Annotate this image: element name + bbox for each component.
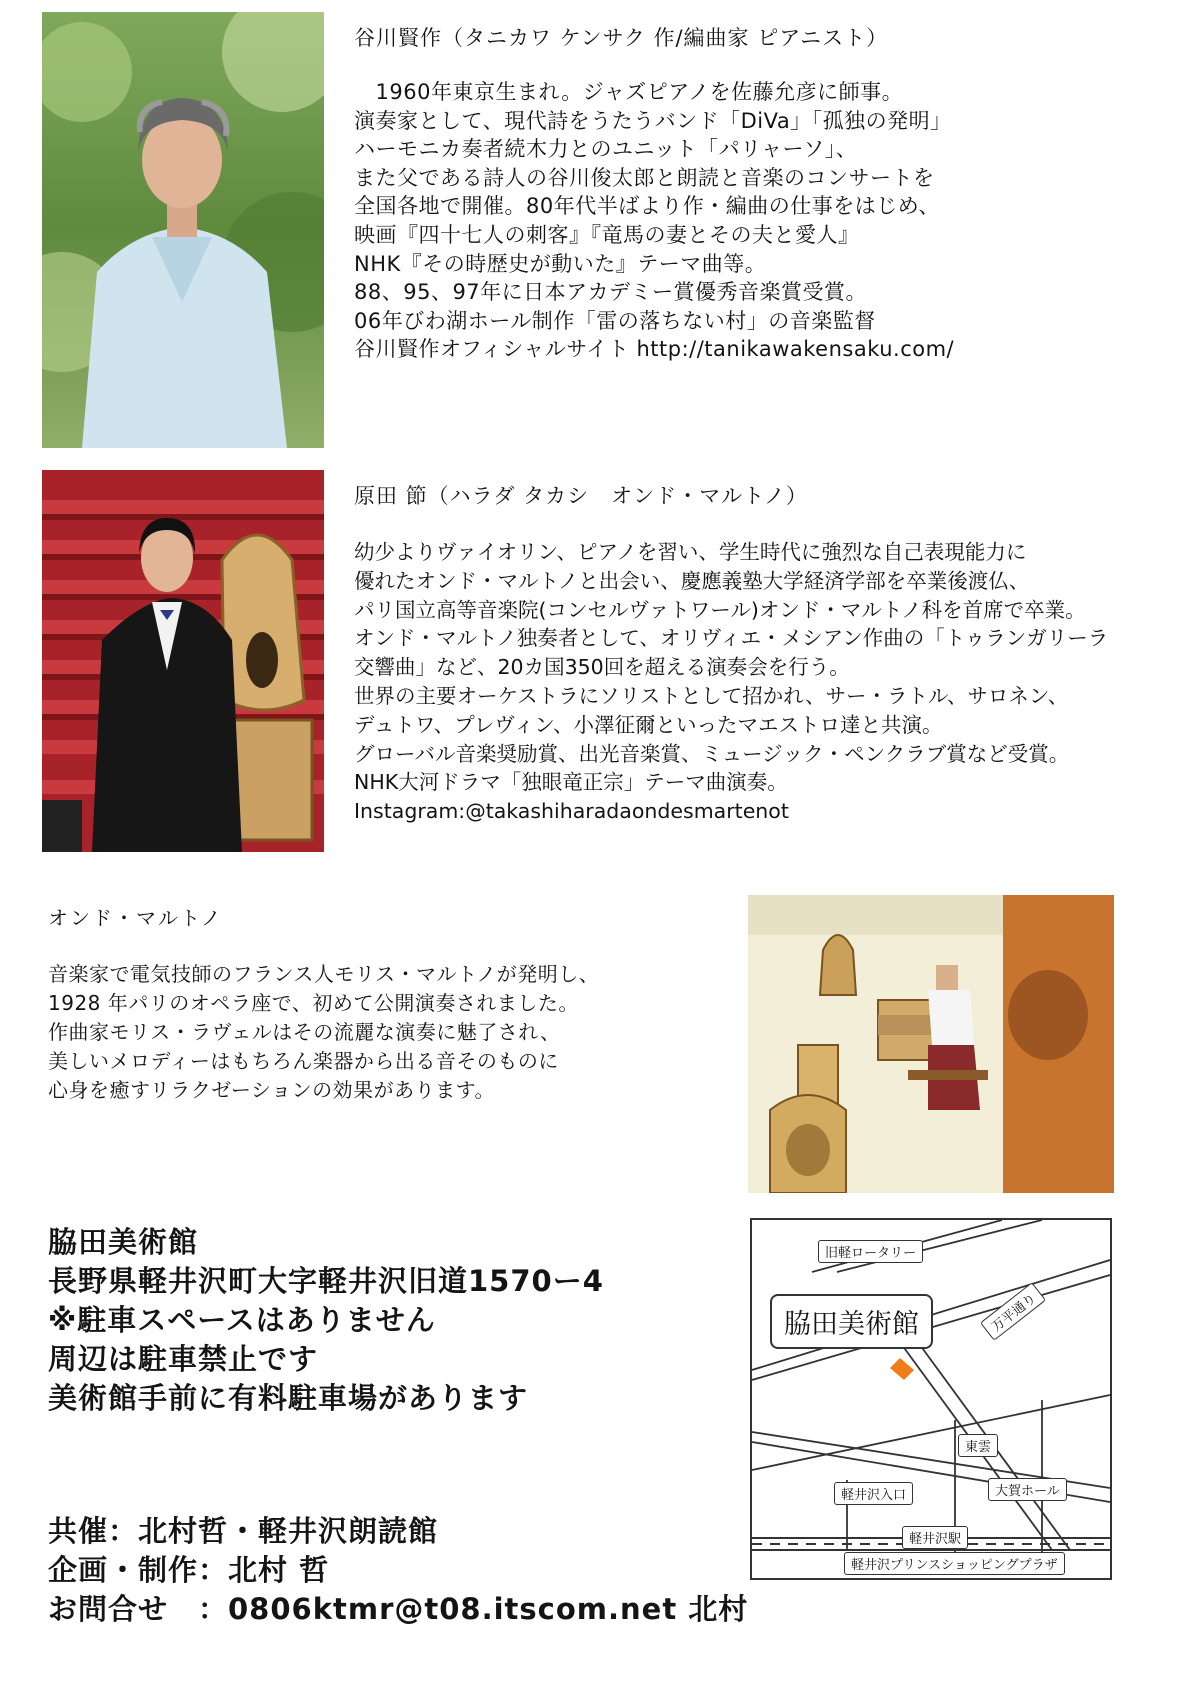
- parking-note: 美術館手前に有料駐車場があります: [48, 1381, 529, 1415]
- venue-info: [48, 1223, 604, 1418]
- contact-value[interactable]: ：0806ktmr@t08.itscom.net 北村: [198, 1592, 749, 1626]
- ondes-photo: [748, 895, 1114, 1193]
- performer-bio-line: グローバル音楽奨励賞、出光音楽賞、ミュージック・ペンクラブ賞など受賞。: [354, 741, 1070, 766]
- composer-photo: [42, 12, 324, 448]
- production-line: 企画・制作：北村 哲: [48, 1553, 330, 1587]
- performer-bio-line: デュトワ、プレヴィン、小澤征爾といったマエストロ達と共演。: [354, 712, 943, 737]
- composer-bio-line: 全国各地で開催。80年代半ばより作・編曲の仕事をはじめ、: [354, 194, 940, 219]
- map-roads: [752, 1220, 1110, 1578]
- parking-note: ※駐車スペースはありません: [48, 1303, 436, 1337]
- composer-bio-line: 演奏家として、現代詩をうたうバンド「DiVa」「孤独の発明」: [354, 108, 952, 133]
- venue-address: 長野県軽井沢町大字軽井沢旧道1570ー4: [48, 1264, 604, 1298]
- ondes-line: 心身を癒すリラクゼーションの効果があります。: [48, 1078, 495, 1102]
- museum-marker: [890, 1358, 914, 1380]
- performer-bio: [354, 538, 1108, 826]
- performer-bio-line: 交響曲」など、20カ国350回を超える演奏会を行う。: [354, 655, 850, 680]
- performer-bio-line: 優れたオンド・マルトノと出会い、慶應義塾大学経済学部を卒業後渡仏、: [354, 568, 1030, 593]
- performer-title: 原田 節（ハラダ タカシ オンド・マルトノ）: [354, 484, 808, 508]
- map-label-manpei: 万平通り: [980, 1282, 1046, 1341]
- composer-title: 谷川賢作（タニカワ ケンサク 作/編曲家 ピアニスト）: [354, 26, 889, 50]
- ondes-line: 作曲家モリス・ラヴェルはその流麗な演奏に魅了され、: [48, 1020, 561, 1044]
- composer-bio-line: 映画『四十七人の刺客』『竜馬の妻とその夫と愛人』: [354, 222, 860, 247]
- performer-bio-line: 世界の主要オーケストラにソリストとして招かれ、サー・ラトル、サロネン、: [354, 683, 1069, 708]
- composer-bio-line: NHK『その時歴史が動いた』テーマ曲等。: [354, 251, 767, 276]
- composer-website: 谷川賢作オフィシャルサイト http://tanikawakensaku.com/: [354, 337, 955, 362]
- map-label-museum: 脇田美術館: [770, 1294, 933, 1349]
- performer-bio-line: NHK大河ドラマ「独眼竜正宗」テーマ曲演奏。: [354, 770, 788, 795]
- map-label-karuizawa-entrance: 軽井沢入口: [834, 1482, 913, 1505]
- ondes-line: 美しいメロディーはもちろん楽器から出る音そのものに: [48, 1049, 559, 1073]
- venue-name: 脇田美術館: [48, 1225, 199, 1259]
- credits: [48, 1512, 748, 1629]
- contact-line: [48, 1590, 748, 1629]
- performer-photo: [42, 470, 324, 852]
- composer-bio-line: 06年びわ湖ホール制作「雷の落ちない村」の音楽監督: [354, 308, 876, 333]
- composer-bio-line: また父である詩人の谷川俊太郎と朗読と音楽のコンサートを: [354, 165, 935, 190]
- map-label-prince: 軽井沢プリンスショッピングプラザ: [844, 1552, 1065, 1575]
- performer-bio-line: オンド・マルトノ独奏者として、オリヴィエ・メシアン作曲の「トゥランガリーラ: [354, 626, 1109, 651]
- ondes-title: オンド・マルトノ: [48, 906, 223, 930]
- map-label-rotary: 旧軽ロータリー: [818, 1240, 923, 1263]
- cohost-line: 共催：北村哲・軽井沢朗読館: [48, 1514, 439, 1548]
- contact-label: お問合せ: [48, 1592, 169, 1626]
- map-label-oga-hall: 大賀ホール: [988, 1478, 1067, 1501]
- performer-bio-line: 幼少よりヴァイオリン、ピアノを習い、学生時代に強烈な自己表現能力に: [354, 540, 1027, 564]
- access-map: [750, 1218, 1112, 1580]
- performer-instagram: Instagram:@takashiharadaondesmartenot: [354, 799, 789, 824]
- map-label-station: 軽井沢駅: [902, 1526, 968, 1549]
- composer-bio: [354, 78, 954, 364]
- composer-bio-line: 1960年東京生まれ。ジャズピアノを佐藤允彦に師事。: [354, 80, 904, 104]
- ondes-line: 音楽家で電気技師のフランス人モリス・マルトノが発明し、: [48, 962, 600, 986]
- parking-note: 周辺は駐車禁止です: [48, 1342, 319, 1376]
- map-label-higashikumo: 東雲: [958, 1434, 998, 1457]
- composer-bio-line: ハーモニカ奏者続木力とのユニット「パリャーソ」、: [354, 137, 858, 162]
- ondes-line: 1928 年パリのオペラ座で、初めて公開演奏されました。: [48, 991, 579, 1015]
- performer-bio-line: パリ国立高等音楽院(コンセルヴァトワール)オンド・マルトノ科を首席で卒業。: [354, 597, 1086, 622]
- composer-bio-line: 88、95、97年に日本アカデミー賞優秀音楽賞受賞。: [354, 280, 867, 305]
- ondes-description: [48, 960, 599, 1105]
